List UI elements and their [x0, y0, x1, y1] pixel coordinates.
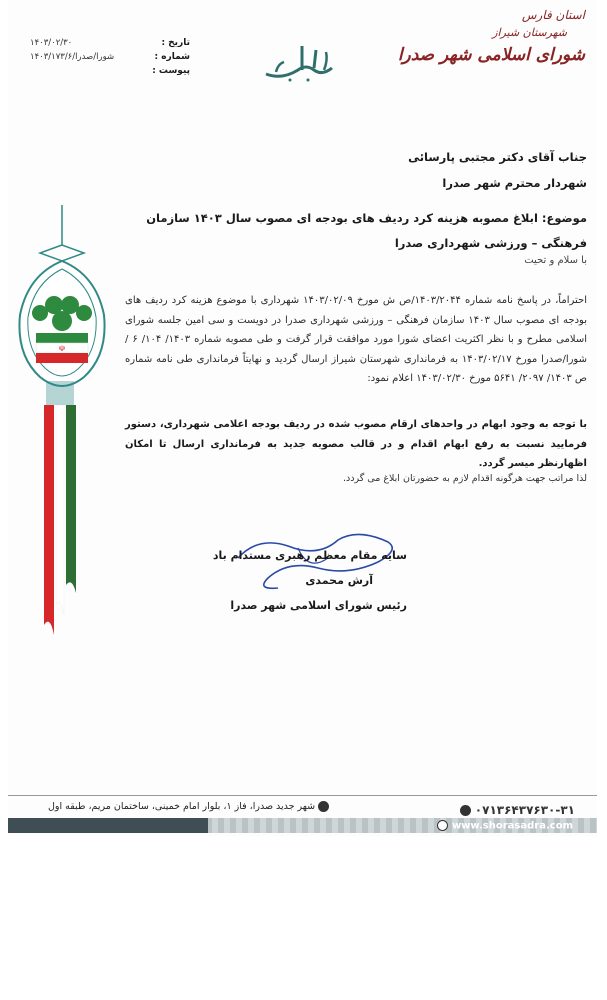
- letterhead: [398, 8, 585, 65]
- body-paragraph-2: با توجه به وجود ابهام در واحدهای ارقام مصوب شده در ردیف بودجه اعلامی شهرداری، دستور فرمایید نسبت به رفع ابهام اقدام و در قالب مصوبه جدید به فرمانداری ارسال تا امکان اظهارنظر میسر گردد.: [125, 419, 587, 469]
- city-label: شهرستان شیراز: [492, 26, 567, 39]
- date-row: [30, 36, 190, 50]
- council-emblem-ornament: [10, 205, 110, 649]
- phone-icon: [460, 805, 471, 816]
- letter-meta: [30, 36, 190, 78]
- province-label: استان فارس: [521, 8, 585, 22]
- footer-dark-strip: [8, 818, 208, 833]
- body-paragraph-3: لذا مراتب جهت هرگونه اقدام لازم به حضورتان ابلاغ می گردد.: [343, 473, 587, 484]
- council-name: شورای اسلامی شهر صدرا: [397, 45, 585, 65]
- globe-icon: [437, 820, 448, 831]
- signature-salutation: سایه مقام معظم رهبری مستدام باد: [212, 549, 407, 562]
- basmala-calligraphy-icon: [262, 40, 342, 85]
- website-url: www.shorasadra.com: [451, 820, 573, 832]
- signature-block: [213, 543, 407, 618]
- date-label: تاریخ :: [161, 38, 190, 48]
- attachment-row: [30, 64, 190, 78]
- greeting: با سلام و تحیت: [524, 255, 587, 266]
- date-value: ۱۴۰۳/۰۲/۳۰: [30, 38, 73, 48]
- signatory-title: رئیس شورای اسلامی شهر صدرا: [230, 599, 407, 612]
- footer-phone: [460, 803, 575, 817]
- signatory-name: آرش محمدی: [305, 574, 373, 587]
- footer-website: [437, 820, 573, 832]
- basmala-calligraphy: [262, 40, 342, 89]
- letter-subject: موضوع: ابلاغ مصوبه هزینه کرد ردیف های بودجه ای مصوب سال ۱۴۰۳ سازمان فرهنگی – ورزشی شهرداری صدرا: [146, 211, 587, 250]
- recipient-title: شهردار محترم شهر صدرا: [442, 176, 587, 190]
- footer-address: [48, 801, 329, 812]
- body-paragraph-1: احتراماً، در پاسخ نامه شماره ۱۴۰۳/۲۰۴۴/ص ش مورخ ۱۴۰۳/۰۲/۰۹ شهرداری با موضوع هزینه کرد ردیف های بودجه ای مصوب سال ۱۴۰۳ سازمان فرهنگی – ورزشی شهرداری صدرا در دویست و سی امین جلسه شورای اسلامی مطرح و با نظر اکثریت اعضای شورا مورد موافقت قرار گرفت و طی مصوبه شماره ۱۴۰۳/ ۱۰۴/ ۶ / شورا/صدرا مورخ ۱۴۰۳/۰۲/۱۷ به فرمانداری شهرستان شیراز ارسال گردید و نهایتاً فرمانداری طی نامه شماره ص ۱۴۰۳/ ۲۰۹۷/ ۵۶۴۱ مورخ ۱۴۰۳/۰۲/۳۰ اعلام نمود:: [125, 295, 587, 384]
- number-row: [30, 50, 190, 64]
- number-label: شماره :: [154, 52, 190, 62]
- recipient-name: جناب آقای دکتر مجتبی پارسائی: [408, 150, 587, 164]
- number-value: ۱۴۰۳/۱۷۳/۶/شورا/صدرا: [30, 52, 115, 62]
- phone-number: ۰۷۱۳۶۴۳۷۶۳۰-۳۱: [474, 803, 575, 817]
- letter-footer: [8, 796, 597, 836]
- location-pin-icon: [318, 801, 329, 812]
- address-text: شهر جدید صدرا، فاز ۱، بلوار امام خمینی، ساختمان مریم، طبقه اول: [48, 801, 316, 812]
- emblem-ornament-icon: [10, 205, 110, 645]
- svg-text:☫: ☫: [58, 344, 66, 353]
- attachment-label: پیوست :: [152, 66, 190, 76]
